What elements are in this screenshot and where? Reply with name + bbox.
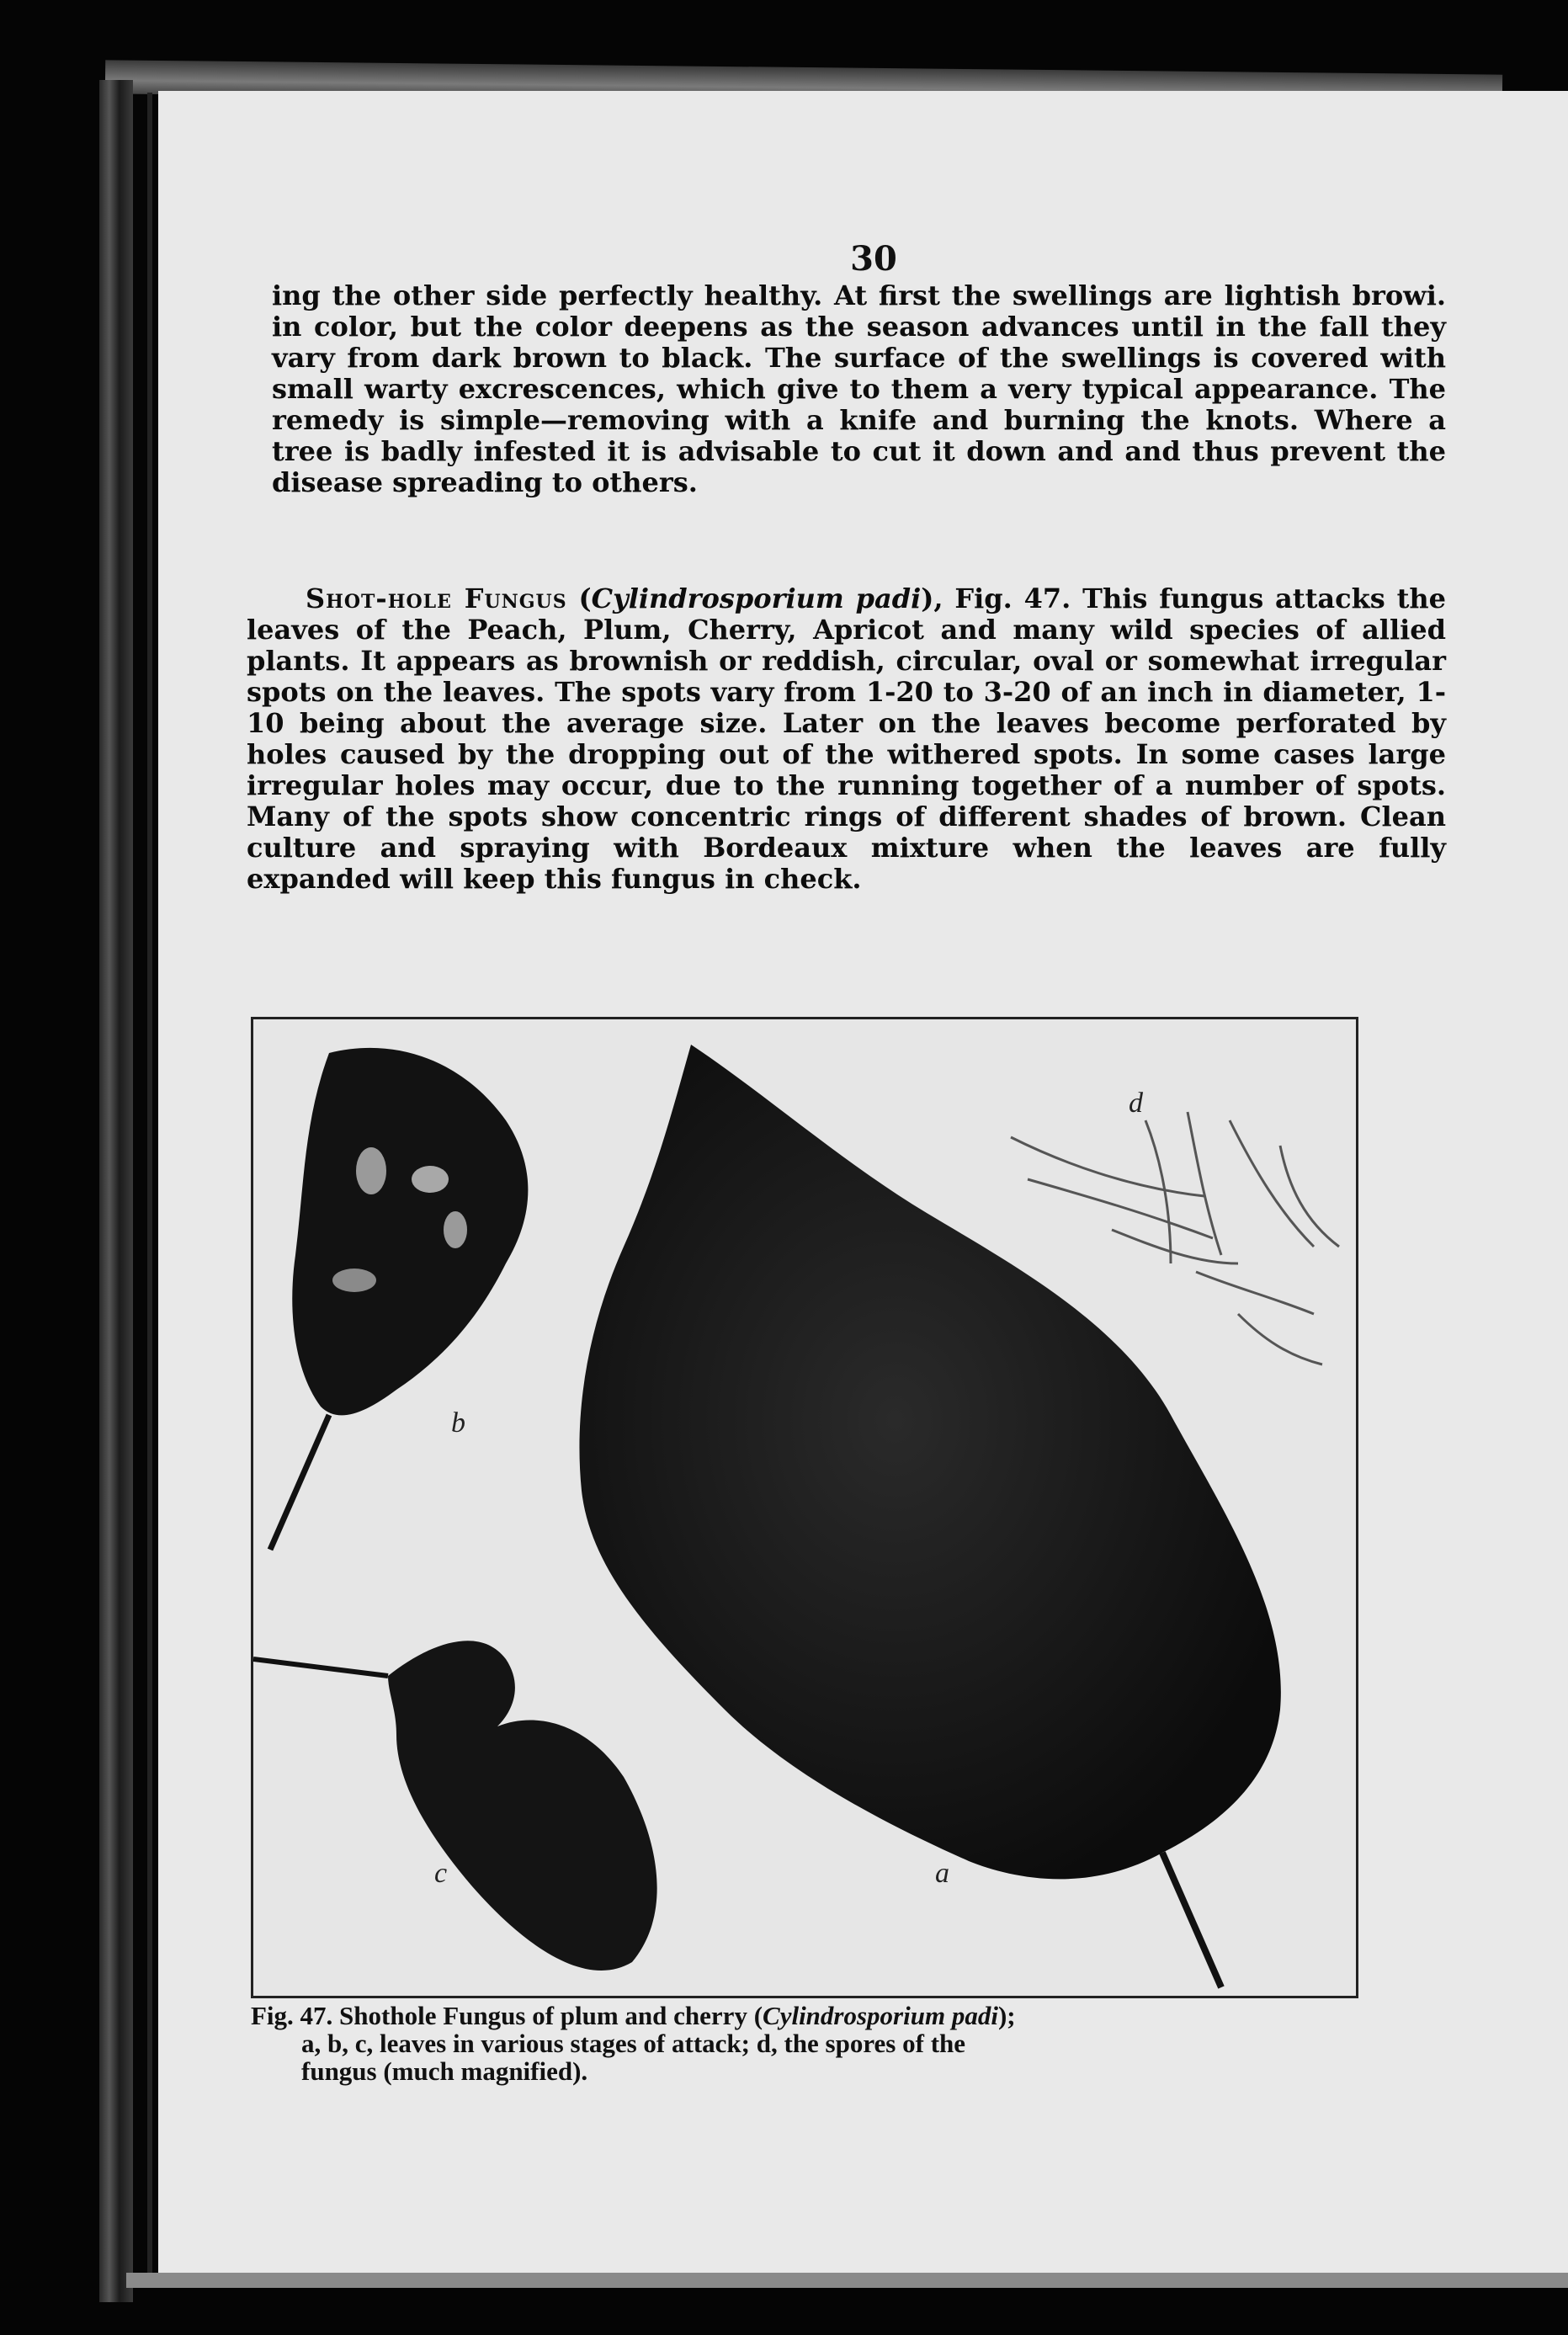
figure-label-b: b bbox=[451, 1407, 465, 1439]
paragraph-shot-hole-fungus: Shot-hole Fungus (Cylindrosporium padi), Fig. 47. This fungus attacks the leaves of the Peach, Plum, Cherry, Apricot and many wild species of allied plants. It appears as brownish or reddish, circular, oval or somewhat irregular spots on the leaves. The spots vary from 1-20 to 3-20 of an inch in diameter, 1-10 being about the average size. Later on the leaves become perforated by holes caused by the dropping out of the withered spots. In some cases large irregular holes may occur, due to the running together of a number of spots. Many of the spots show concentric rings of different shades of brown. Clean culture and spraying with Bordeaux mixture when the leaves are fully expanded will keep this fungus in check. bbox=[247, 582, 1447, 895]
figure-label-c: c bbox=[434, 1858, 448, 1889]
book-bottom-edge bbox=[126, 2273, 1568, 2288]
figure-reference: , Fig. 47. bbox=[933, 582, 1071, 614]
paragraph-1-text: ing the other side perfectly healthy. At first the swellings are lightish browi. in color, but the color deepens as the season advances until in the fall they vary from dark brown to black. The surface of the swellings is covered with small warty excrescences, which give to them a very typical appearance. The remedy is simple—removing with a knife and burning the knots. Where a tree is badly infested it is advisable to cut it down and and thus prevent the disease spreading to others. bbox=[272, 279, 1446, 498]
caption-line-2: a, b, c, leaves in various stages of attack; d, the spores of the bbox=[301, 2029, 966, 2058]
binding-line bbox=[147, 93, 152, 2281]
figure-label-a: a bbox=[935, 1858, 949, 1889]
book-binding bbox=[99, 80, 133, 2302]
book-page bbox=[158, 91, 1568, 2279]
caption-line1-end: ); bbox=[997, 2001, 1016, 2030]
paragraph-2-text: This fungus attacks the leaves of the Peach, Plum, Cherry, Apricot and many wild species of allied plants. It appears as brownish or reddish, circular, oval or somewhat irregular spots on the leaves. The spots vary from 1-20 to 3-20 of an inch in diameter, 1-10 being about the average size. Later on the leaves become perforated by holes caused by the dropping out of the withered spots. In some cases large irregular holes may occur, due to the running together of a number of spots. Many of the spots show concentric rings of different shades of brown. Clean culture and spraying with Bordeaux mixture when the leaves are fully expanded will keep this fungus in check. bbox=[247, 582, 1447, 895]
figure-47-photograph bbox=[251, 1017, 1358, 1998]
section-heading: Shot-hole Fungus bbox=[306, 582, 567, 614]
latin-name: Cylindrosporium padi bbox=[591, 582, 922, 614]
figure-caption bbox=[251, 2002, 1345, 2085]
caption-line-3: fungus (much magnified). bbox=[301, 2056, 588, 2086]
page-number: 30 bbox=[850, 239, 897, 279]
caption-prefix: Fig. 47. Shothole Fungus of plum and cherry ( bbox=[251, 2001, 763, 2030]
figure-label-d: d bbox=[1129, 1088, 1143, 1119]
paragraph-continued bbox=[272, 280, 1446, 498]
caption-latin-name: Cylindrosporium padi bbox=[763, 2001, 998, 2030]
